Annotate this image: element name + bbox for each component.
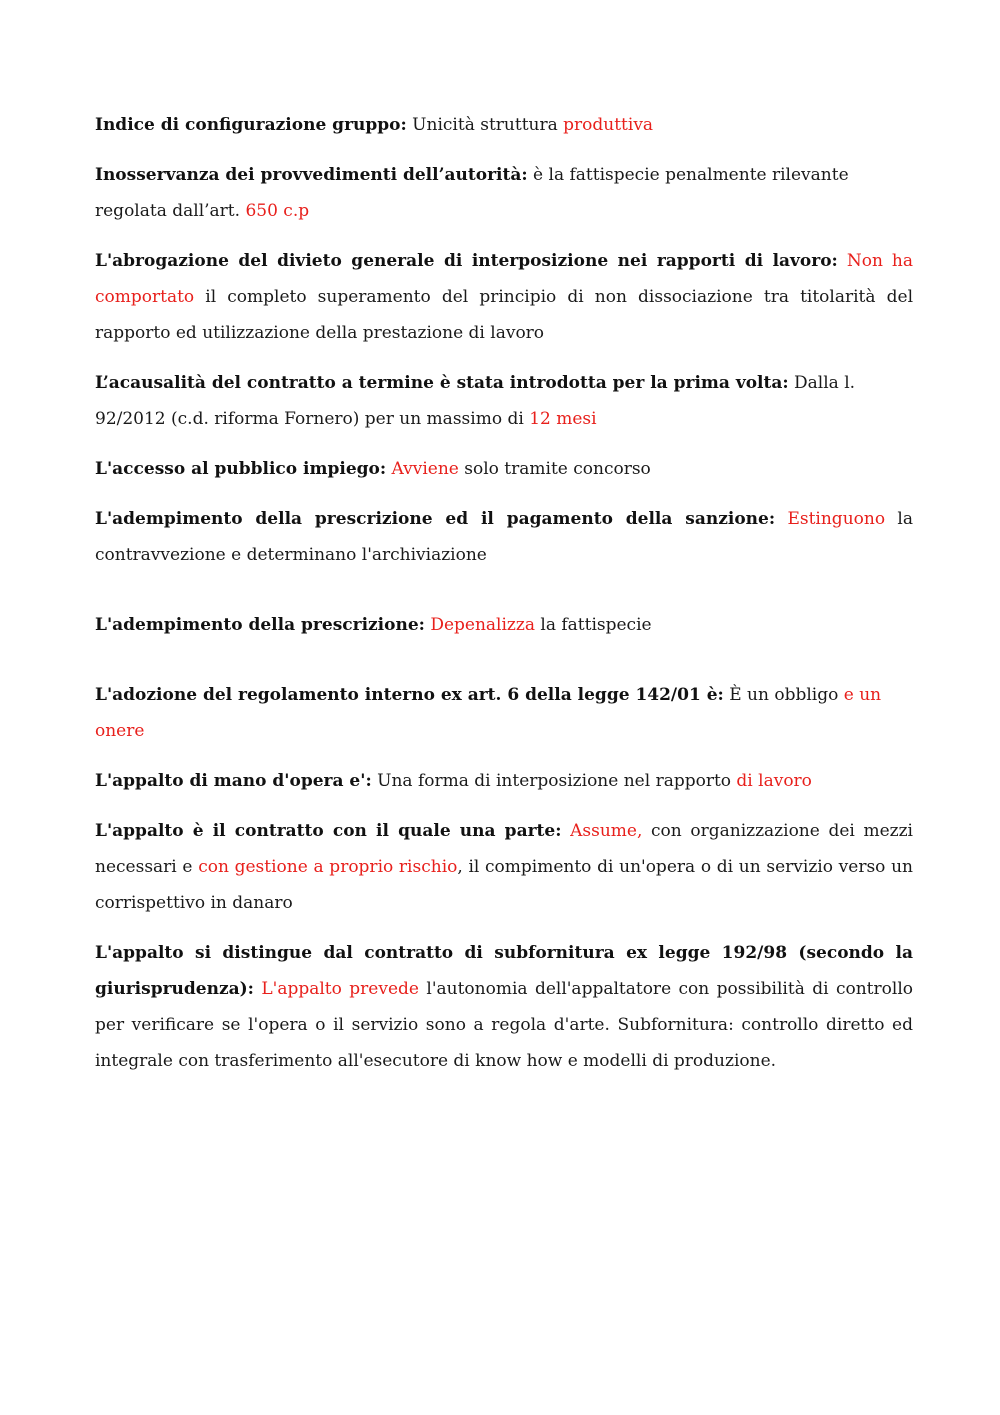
entry-appalto-contratto (95, 813, 913, 921)
entry-inosservanza (95, 157, 913, 229)
entry-term: L'accesso al pubblico impiego: (95, 459, 387, 479)
entry-highlight: Assume, (561, 821, 643, 841)
entry-text: Una forma di interposizione nel rapporto (371, 771, 737, 791)
entry-adempimento-pagamento (95, 501, 913, 573)
entry-term: L'appalto è il contratto con il quale una parte: (95, 821, 562, 841)
document-page (95, 107, 913, 1093)
entry-highlight: Avviene (386, 459, 459, 479)
entry-term: L'appalto si distingue dal contratto di subfornitura ex legge 192/98 (secondo la giurisprudenza): (95, 943, 913, 999)
entry-text: solo tramite concorso (458, 459, 651, 479)
entry-text: la fattispecie (534, 615, 652, 635)
entry-text: Unicità struttura (406, 115, 564, 135)
entry-text: , il compimento di un'opera o di un servizio verso un corrispettivo in danaro (95, 857, 913, 913)
entry-text: È un obbligo (723, 685, 844, 705)
entry-term: Indice di configurazione gruppo: (95, 115, 407, 135)
entry-text: la contravvezione e determinano l'archiviazione (95, 509, 913, 565)
entry-term: L'adempimento della prescrizione ed il pagamento della sanzione: (95, 509, 776, 529)
entry-text: il completo superamento del principio di non dissociazione tra titolarità del rapporto ed utilizzazione della prestazione di lavoro (95, 287, 913, 343)
entry-abrogazione-divieto (95, 243, 913, 351)
entry-highlight: e un onere (95, 685, 882, 741)
entry-text: Dalla l. 92/2012 (c.d. riforma Fornero) per un massimo di (95, 373, 856, 429)
entry-text: è la fattispecie penalmente rilevante regolata dall’art. (95, 165, 849, 221)
entry-adozione-regolamento (95, 677, 913, 749)
entry-term: L'adempimento della prescrizione: (95, 615, 425, 635)
entry-highlight: produttiva (563, 115, 654, 135)
entry-appalto-mano-opera (95, 763, 913, 799)
entry-acausalita-contratto (95, 365, 913, 437)
entry-highlight: con gestione a proprio rischio (198, 857, 458, 877)
entry-term: L'appalto di mano d'opera e': (95, 771, 372, 791)
entry-text: con organizzazione dei mezzi necessari e (95, 821, 913, 877)
entry-highlight: Non ha comportato (95, 251, 913, 307)
entry-appalto-subfornitura (95, 935, 913, 1079)
entry-indice-configurazione (95, 107, 913, 143)
entry-term: L'adozione del regolamento interno ex art. 6 della legge 142/01 è: (95, 685, 724, 705)
entry-highlight: Estinguono (775, 509, 886, 529)
entry-term: L'abrogazione del divieto generale di interposizione nei rapporti di lavoro: (95, 251, 838, 271)
entry-highlight: 650 c.p (245, 201, 310, 221)
entry-adempimento-prescrizione (95, 607, 913, 643)
entry-term: Inosservanza dei provvedimenti dell’autorità: (95, 165, 528, 185)
entry-accesso-pubblico-impiego (95, 451, 913, 487)
entry-term: L’acausalità del contratto a termine è stata introdotta per la prima volta: (95, 373, 789, 393)
entry-highlight: 12 mesi (529, 409, 597, 429)
entry-highlight: di lavoro (736, 771, 812, 791)
entry-highlight: Depenalizza (424, 615, 535, 635)
entry-highlight: L'appalto prevede (253, 979, 419, 999)
entry-text: l'autonomia dell'appaltatore con possibilità di controllo per verificare se l'opera o il servizio sono a regola d'arte. Subfornitura: controllo diretto ed integrale con trasferimento all'esecutore di know how e modelli di produzione. (95, 979, 913, 1071)
